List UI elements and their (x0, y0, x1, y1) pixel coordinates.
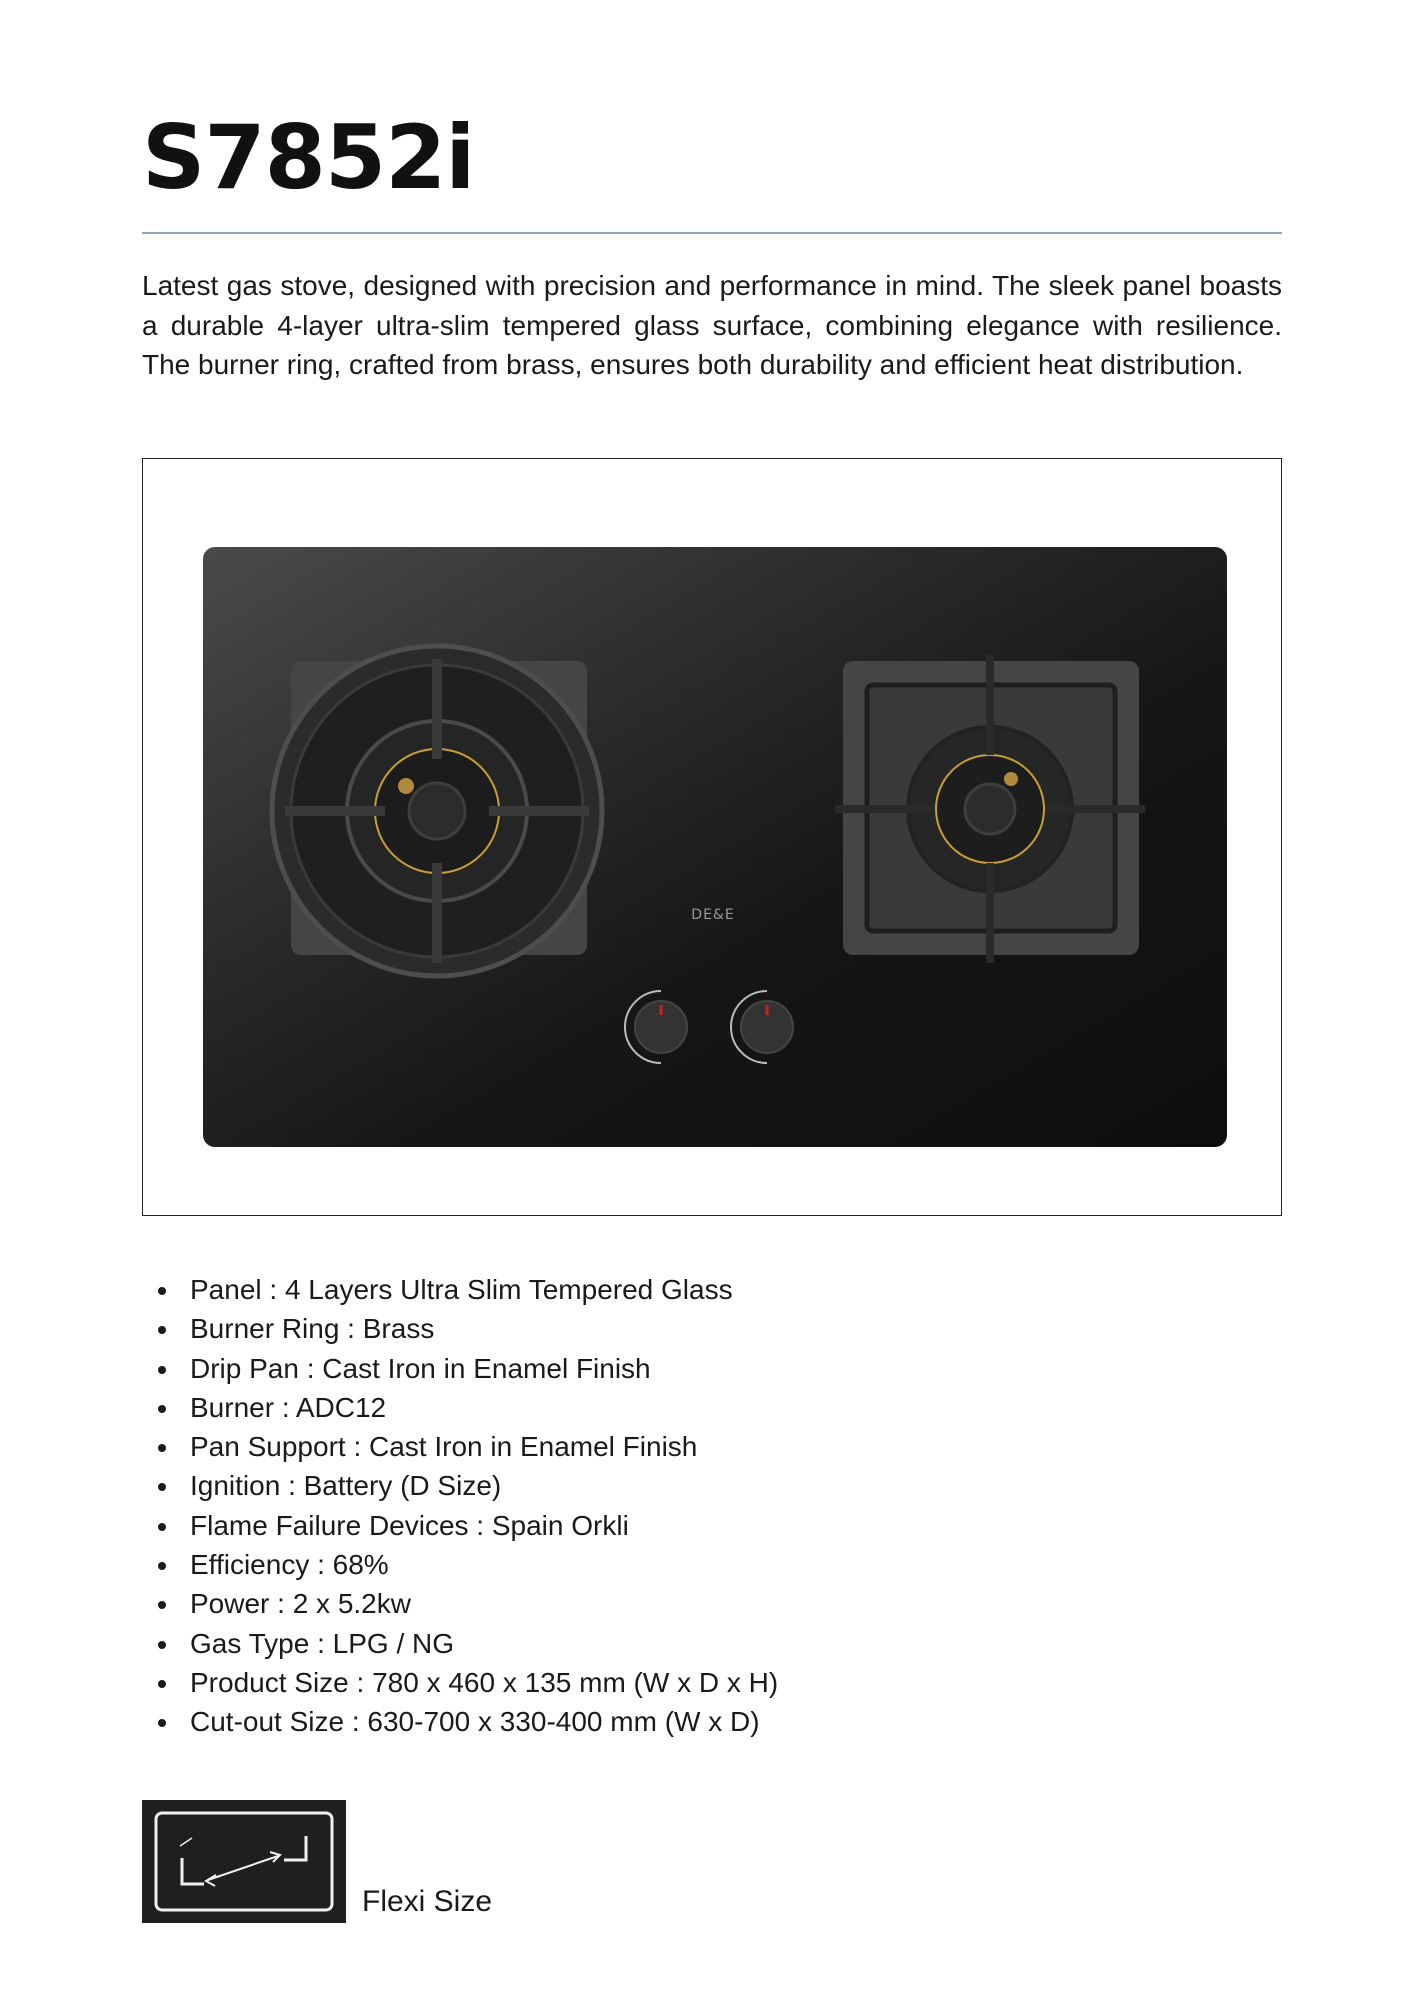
product-title: S7852i (142, 106, 475, 209)
product-image (142, 458, 1282, 1216)
list-item: Efficiency : 68% (142, 1545, 778, 1584)
list-item: Burner : ADC12 (142, 1388, 778, 1427)
list-item: Flame Failure Devices : Spain Orkli (142, 1506, 778, 1545)
gas-stove-illustration (143, 459, 1281, 1215)
right-burner (835, 655, 1145, 963)
list-item: Cut-out Size : 630-700 x 330-400 mm (W x D) (142, 1702, 778, 1741)
list-item: Burner Ring : Brass (142, 1309, 778, 1348)
spec-list (142, 1270, 778, 1742)
list-item: Gas Type : LPG / NG (142, 1624, 778, 1663)
list-item: Product Size : 780 x 460 x 135 mm (W x D x H) (142, 1663, 778, 1702)
list-item: Pan Support : Cast Iron in Enamel Finish (142, 1427, 778, 1466)
flexi-size-label: Flexi Size (362, 1885, 493, 1918)
flexi-size-icon (142, 1800, 346, 1923)
product-description: Latest gas stove, designed with precision and performance in mind. The sleek panel boasts a durable 4-layer ultra-slim tempered glass surface, combining elegance with resilience. The burner ring, crafted from brass, ensures both durability and efficient heat distribution. (142, 270, 1282, 380)
title-divider (142, 232, 1282, 234)
list-item: Ignition : Battery (D Size) (142, 1466, 778, 1505)
list-item: Power : 2 x 5.2kw (142, 1584, 778, 1623)
brand-logo: DE&E (691, 907, 735, 923)
left-burner (272, 646, 602, 976)
list-item: Drip Pan : Cast Iron in Enamel Finish (142, 1349, 778, 1388)
list-item: Panel : 4 Layers Ultra Slim Tempered Glass (142, 1270, 778, 1309)
